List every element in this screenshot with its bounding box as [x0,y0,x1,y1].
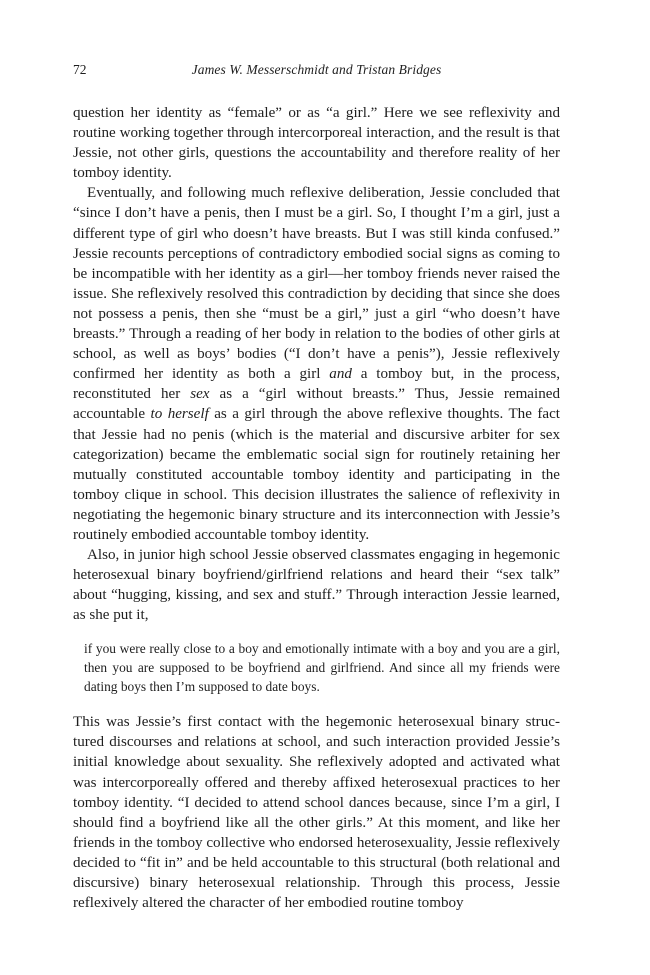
emphasis-to-herself: to herself [150,406,209,423]
paragraph-2-part-c: a tomboy but, in the process, reconstituted her [73,366,560,403]
paragraph-1: question her identity as “female” or as “a girl.” Here we see reflexivity and routine working together through intercorporeal interaction, and the result is that Jessie, not other girls, questions the accountability and therefore reality of her tomboy identity. [73,105,560,182]
paragraph-2-part-g: as a girl through the above reflexive thoughts. The fact that Jessie had no penis (which is the material and discursive arbiter for sex categorization) became the emblematic social sign for routinely retaining her mutually constituted accountable tomboy identity and participating in the tomboy clique in school. This decision illustrates the salience of reflexivity in negotiating the hegemonic binary structure and its interconnection with Jessie’s routinely embodied accountable tomboy identity. [73,406,560,543]
running-head: James W. Messerschmidt and Tristan Bridges [191,62,442,77]
paragraph-2-part-a: Eventually, and following much reflexive deliberation, Jessie concluded that “since I don’t have a penis, then I must be a girl. So, I thought I’m a girl, just a different type of girl who doesn’t have breasts. But I was still kinda confused.” Jessie recounts perceptions of contradictory embodied social signs as coming to be incompatible with her identity as a girl—her tomboy friends never raised the issue. She reflexively resolved this contradiction by deciding that since she does not possess a penis, then she “must be a girl,” just a girl “who doesn’t have breasts.” Through a reading of her body in relation to the bodies of other girls at school, as well as boys’ bodies (“I don’t have a penis”), Jessie reflexively confirmed her identity as both a girl [73,185,560,383]
paragraph-2 [73,183,560,545]
emphasis-and: and [329,366,352,383]
block-quote: if you were really close to a boy and emotionally intimate with a boy and you are a girl, then you are supposed to be boyfriend and girlfriend. And since all my friends were dating boys then I’m supposed to date boys. [84,641,560,694]
page-header [73,62,560,84]
paragraph-3: Also, in junior high school Jessie observed classmates engaging in hegemonic heterosexual binary boyfriend/girlfriend relations and heard their “sex talk” about “hugging, kissing, and sex and stuff.” Through interaction Jessie learned, as she put it, [73,547,560,624]
body-text [73,103,560,913]
paragraph-4: This was Jessie’s first contact with the hegemonic heterosexual binary structured discourses and relations at school, and such interaction provided Jessie’s initial knowledge about sexuality. She reflexively adopted and activated what was intercorporeally offered and thereby affixed heterosexual practices to her tomboy identity. “I decided to attend school dances because, since I’m a girl, I should find a boyfriend like all the other girls.” At this moment, and like her friends in the tomboy collective who endorsed heterosexuality, Jessie reflexively decided to “fit in” and be held accountable to this structural (both relational and discursive) binary heterosexual relationship. Through this process, Jessie reflexively altered the character of her embodied routine tomboy [73,714,560,912]
book-page [73,62,560,913]
paragraph-2-part-e: as a “girl without breasts.” Thus, Jessie remained accountable [73,386,560,423]
page-number: 72 [73,62,87,77]
emphasis-sex: sex [190,386,210,403]
